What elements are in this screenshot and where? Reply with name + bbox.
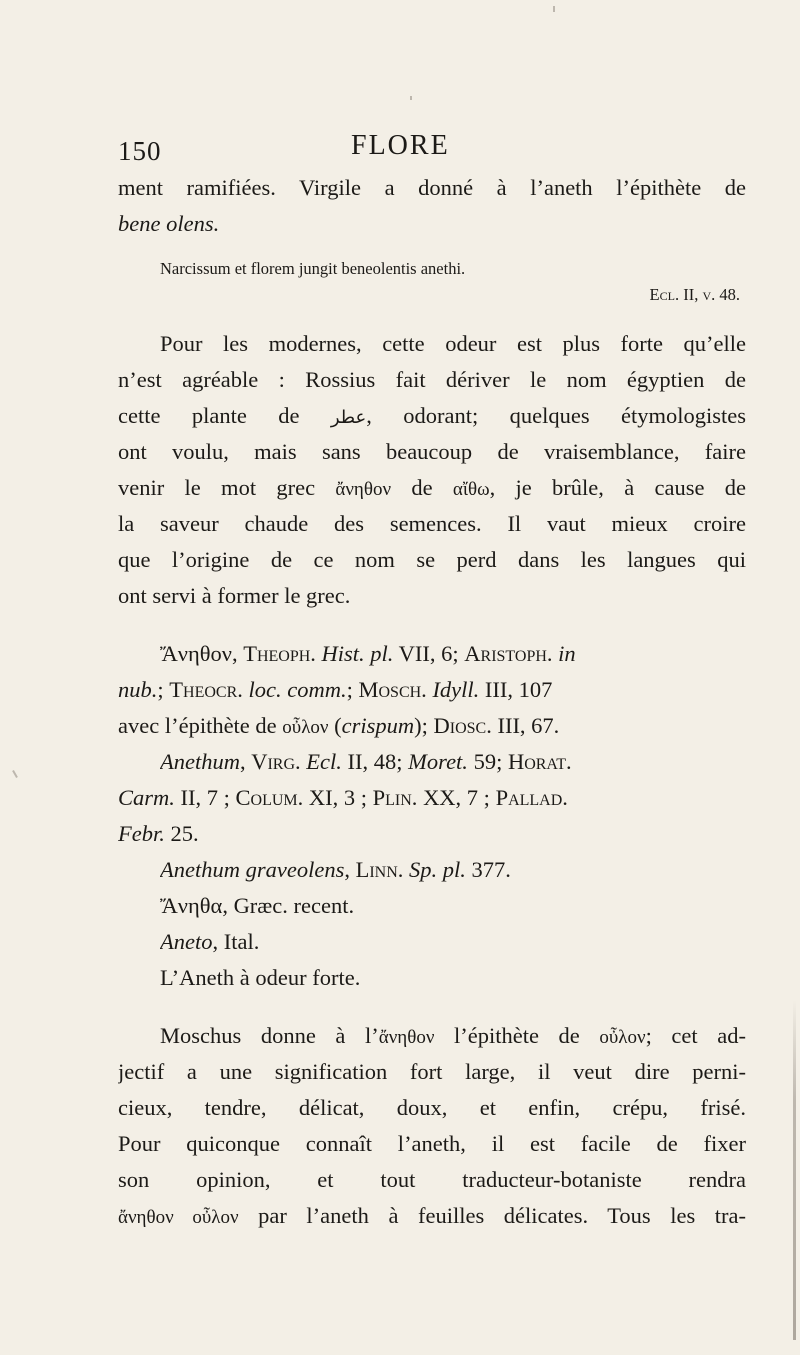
reference-line (118, 780, 746, 816)
greek-word: οὖλον (599, 1027, 646, 1048)
citation-number: II, 48; (341, 749, 409, 774)
author-abbrev: Diosc. (433, 713, 492, 738)
citation-number: II, 7 ; (174, 785, 236, 810)
text-line: la saveur chaude des semences. Il vaut mieux croire (118, 511, 746, 536)
text-line (118, 470, 746, 506)
text-segment: par l’aneth à feuilles délicates. Tous les tra- (238, 1203, 746, 1228)
citation-number: VII, 6; (393, 641, 465, 666)
citation-number: 25. (164, 821, 199, 846)
latin-term: crispum (341, 713, 415, 738)
text-segment: , Græc. recent. (222, 893, 355, 918)
text-line: ont voulu, mais sans beaucoup de vraisemblance, faire (118, 439, 746, 464)
citation-number: 377. (465, 857, 511, 882)
page-number: 150 (118, 136, 162, 166)
arabic-word: عطر (330, 407, 367, 428)
text-body (118, 170, 746, 1234)
author-abbrev: Theocr. (169, 677, 243, 702)
text-line-latin: bene olens. (118, 211, 220, 236)
text-segment: avec l’épithète de (118, 713, 283, 738)
text-line: jectif a une signification fort large, il veut dire perni- (118, 1059, 746, 1084)
text-segment: , odorant; quelques étymologistes (366, 403, 746, 428)
author-abbrev: Virg. (251, 749, 301, 774)
reference-line: Anethum graveolens, Linn. Sp. pl. 377. (160, 857, 511, 882)
author-abbrev: Mosch. (358, 677, 427, 702)
work-title: Ecl. (306, 749, 342, 774)
text-line (118, 1018, 746, 1054)
text-line (118, 398, 746, 434)
paragraph-intro (118, 170, 746, 242)
citation-number: XX, 7 ; (417, 785, 496, 810)
author-abbrev: Horat. (507, 749, 572, 774)
quotation-body: Narcissum et florem jungit beneolentis anethi. (160, 259, 466, 278)
greek-word: ἄνηθον (378, 1027, 435, 1048)
greek-term: Ἄνηθα (160, 893, 223, 918)
text-line: cieux, tendre, délicat, doux, et enfin, crépu, frisé. (118, 1095, 746, 1120)
text-segment: de (391, 475, 453, 500)
reference-line: Anethum, Virg. Ecl. II, 48; Moret. 59; Horat. (160, 749, 572, 774)
text-line: que l’origine de ce nom se perd dans les langues qui (118, 547, 746, 572)
citation-number: III, 67. (491, 713, 560, 738)
work-title: Carm. (118, 785, 175, 810)
paper-speck (553, 6, 555, 12)
work-title: Idyll. (432, 677, 480, 702)
paper-speck (12, 770, 18, 778)
work-title: Febr. (118, 821, 165, 846)
latin-term: Anethum graveolens (160, 857, 345, 882)
reference-list (118, 636, 746, 996)
reference-line: nub.; Theocr. loc. comm.; Mosch. Idyll. III, 107 (118, 677, 553, 702)
latin-term: Anethum (160, 749, 240, 774)
greek-word: ἄνηθον (335, 479, 392, 500)
paragraph-etymology (118, 326, 746, 614)
work-title: Moret. (408, 749, 468, 774)
latin-term: Aneto (160, 929, 213, 954)
text-line: son opinion, et tout traducteur-botaniste rendra (118, 1167, 746, 1192)
reference-line (160, 888, 746, 924)
work-title: loc. comm. (248, 677, 347, 702)
quotation-source: Ecl. II, v. 48. (649, 285, 740, 304)
text-segment: Moschus donne à l’ (160, 1023, 379, 1048)
quotation-text (160, 256, 746, 282)
greek-term: οὖλον (282, 717, 329, 738)
page-header (118, 130, 718, 170)
text-segment: ; cet ad- (645, 1023, 746, 1048)
text-segment: ); (414, 713, 434, 738)
paragraph-moschus (118, 1018, 746, 1234)
text-segment: , je brûle, à cause de (489, 475, 746, 500)
reference-line (160, 924, 746, 960)
work-title: Sp. pl. (409, 857, 466, 882)
author-abbrev: Pallad. (495, 785, 568, 810)
text-line (118, 1198, 746, 1234)
text-line: Pour les modernes, cette odeur est plus forte qu’elle (160, 331, 746, 356)
text-segment: ( (328, 713, 342, 738)
author-abbrev: Plin. (372, 785, 418, 810)
work-title: in (558, 641, 576, 666)
author-abbrev: Linn. (355, 857, 404, 882)
citation-number: III, 107 (479, 677, 553, 702)
reference-line: Ἄνηθον, Theoph. Hist. pl. VII, 6; Aristoph. in (160, 641, 576, 666)
running-title: FLORE (351, 130, 450, 161)
author-abbrev: Colum. (235, 785, 304, 810)
text-segment: cette plante de (118, 403, 331, 428)
text-line: n’est agréable : Rossius fait dériver le nom égyptien de (118, 367, 746, 392)
text-line: ment ramifiées. Virgile a donné à l’aneth l’épithète de (118, 175, 746, 200)
page-edge-shadow (793, 1000, 796, 1340)
paper-speck (410, 96, 412, 100)
author-abbrev: Aristoph. (464, 641, 553, 666)
latin-quotation (118, 256, 746, 308)
text-line: ont servi à former le grec. (118, 583, 351, 608)
text-segment: l’épithète de (434, 1023, 600, 1048)
text-line: Pour quiconque connaît l’aneth, il est facile de fixer (118, 1131, 746, 1156)
work-title: Hist. pl. (321, 641, 394, 666)
citation-number: XI, 3 ; (303, 785, 373, 810)
citation-number: 59; (467, 749, 508, 774)
work-title: nub. (118, 677, 158, 702)
greek-word: αἴθω (452, 479, 490, 500)
reference-line: L’Aneth à odeur forte. (160, 965, 361, 990)
reference-line (118, 708, 746, 744)
text-segment: venir le mot grec (118, 475, 336, 500)
greek-term: Ἄνηθον (160, 641, 232, 666)
reference-line (118, 816, 746, 852)
author-abbrev: Theoph. (243, 641, 316, 666)
text-segment: , Ital. (212, 929, 260, 954)
greek-phrase: ἄνηθον οὖλον (118, 1207, 239, 1228)
